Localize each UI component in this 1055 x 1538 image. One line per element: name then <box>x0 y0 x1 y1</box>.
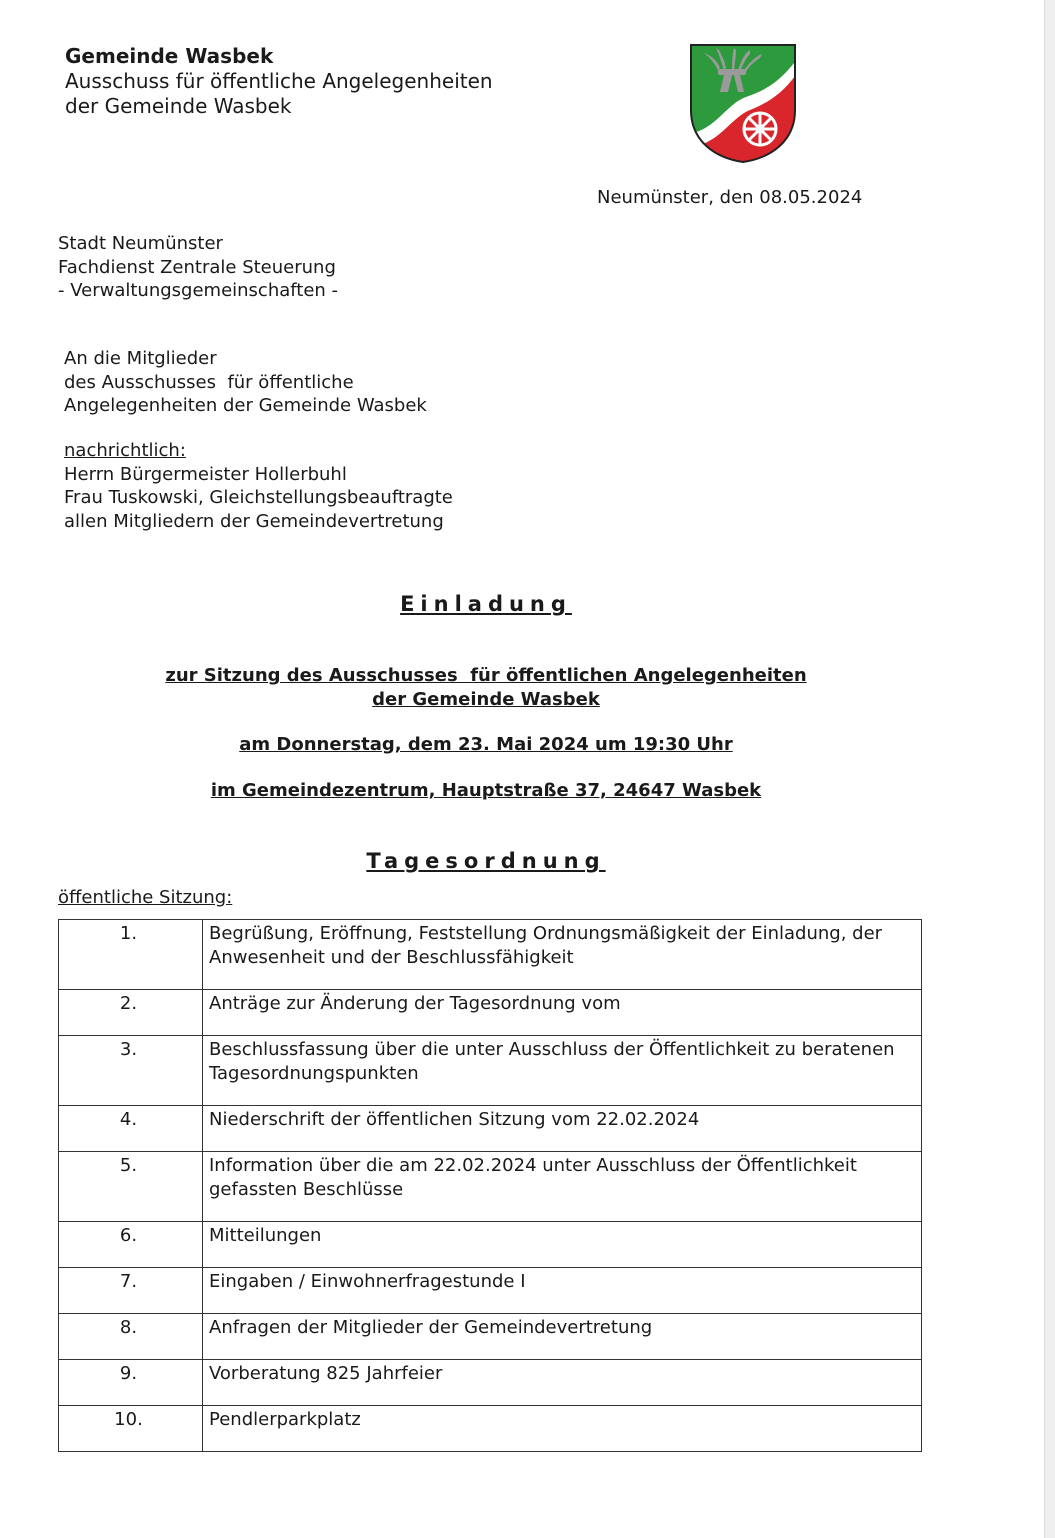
agenda-row <box>59 1036 922 1106</box>
header-block <box>65 44 493 119</box>
date-line: Neumünster, den 08.05.2024 <box>597 187 863 208</box>
cc-line-1: Herrn Bürgermeister Hollerbuhl <box>64 463 347 485</box>
agenda-row <box>59 1360 922 1406</box>
agenda-item-number: 2. <box>59 990 203 1036</box>
agenda-item-number: 8. <box>59 1314 203 1360</box>
agenda-item-text: Beschlussfassung über die unter Ausschluss der Öffentlichkeit zu beratenen Tagesordnungspunkten <box>203 1036 922 1106</box>
meeting-subtitle-line-1: zur Sitzung des Ausschusses für öffentlichen Angelegenheiten <box>165 665 807 686</box>
municipality-name: Gemeinde Wasbek <box>65 44 274 68</box>
agenda-row <box>59 920 922 990</box>
agenda-item-number: 6. <box>59 1222 203 1268</box>
page-edge-shadow <box>1044 0 1055 1538</box>
recipient-line-2: des Ausschusses für öffentliche <box>64 371 354 393</box>
cc-line-3: allen Mitgliedern der Gemeindevertretung <box>64 510 444 532</box>
coat-of-arms-icon <box>688 42 798 164</box>
sender-line-3: - Verwaltungsgemeinschaften - <box>58 280 339 301</box>
sender-line-2: Fachdienst Zentrale Steuerung <box>58 256 336 278</box>
sender-line-1: Stadt Neumünster <box>58 233 223 254</box>
agenda-item-text: Vorberatung 825 Jahrfeier <box>203 1360 922 1406</box>
committee-line-2: der Gemeinde Wasbek <box>65 94 292 118</box>
agenda-row <box>59 1106 922 1152</box>
public-session-label: öffentliche Sitzung: <box>58 887 233 908</box>
agenda-title: Tagesordnung <box>366 849 606 873</box>
agenda-item-text: Anträge zur Änderung der Tagesordnung vom <box>203 990 922 1036</box>
invitation-title: Einladung <box>400 592 572 616</box>
recipient-line-1: An die Mitglieder <box>64 348 217 369</box>
recipient-block <box>64 347 427 418</box>
agenda-item-number: 5. <box>59 1152 203 1222</box>
cc-line-2: Frau Tuskowski, Gleichstellungsbeauftragte <box>64 487 453 508</box>
sender-block <box>58 232 338 303</box>
recipient-line-3: Angelegenheiten der Gemeinde Wasbek <box>64 395 427 416</box>
committee-line: Ausschuss für öffentliche Angelegenheiten <box>65 69 493 93</box>
agenda-item-number: 4. <box>59 1106 203 1152</box>
agenda-item-number: 1. <box>59 920 203 990</box>
agenda-row <box>59 1406 922 1452</box>
agenda-item-text: Pendlerparkplatz <box>203 1406 922 1452</box>
agenda-row <box>59 1314 922 1360</box>
agenda-item-text: Information über die am 22.02.2024 unter Ausschluss der Öffentlichkeit gefassten Beschlüsse <box>203 1152 922 1222</box>
agenda-item-number: 10. <box>59 1406 203 1452</box>
meeting-subtitle <box>0 664 972 711</box>
agenda-row <box>59 1222 922 1268</box>
agenda-table <box>58 919 922 1452</box>
cc-block <box>64 439 453 533</box>
agenda-item-text: Niederschrift der öffentlichen Sitzung vom 22.02.2024 <box>203 1106 922 1152</box>
agenda-item-text: Eingaben / Einwohnerfragestunde I <box>203 1268 922 1314</box>
agenda-item-number: 9. <box>59 1360 203 1406</box>
agenda-row <box>59 1152 922 1222</box>
agenda-row <box>59 1268 922 1314</box>
agenda-item-text: Anfragen der Mitglieder der Gemeindevertretung <box>203 1314 922 1360</box>
agenda-row <box>59 990 922 1036</box>
cc-label: nachrichtlich: <box>64 440 186 461</box>
meeting-datetime: am Donnerstag, dem 23. Mai 2024 um 19:30 Uhr <box>239 734 733 755</box>
meeting-subtitle-line-2: der Gemeinde Wasbek <box>372 688 600 710</box>
meeting-location: im Gemeindezentrum, Hauptstraße 37, 24647 Wasbek <box>210 780 762 801</box>
agenda-item-number: 7. <box>59 1268 203 1314</box>
agenda-item-text: Begrüßung, Eröffnung, Feststellung Ordnungsmäßigkeit der Einladung, der Anwesenheit und der Beschlussfähigkeit <box>203 920 922 990</box>
agenda-item-text: Mitteilungen <box>203 1222 922 1268</box>
agenda-item-number: 3. <box>59 1036 203 1106</box>
